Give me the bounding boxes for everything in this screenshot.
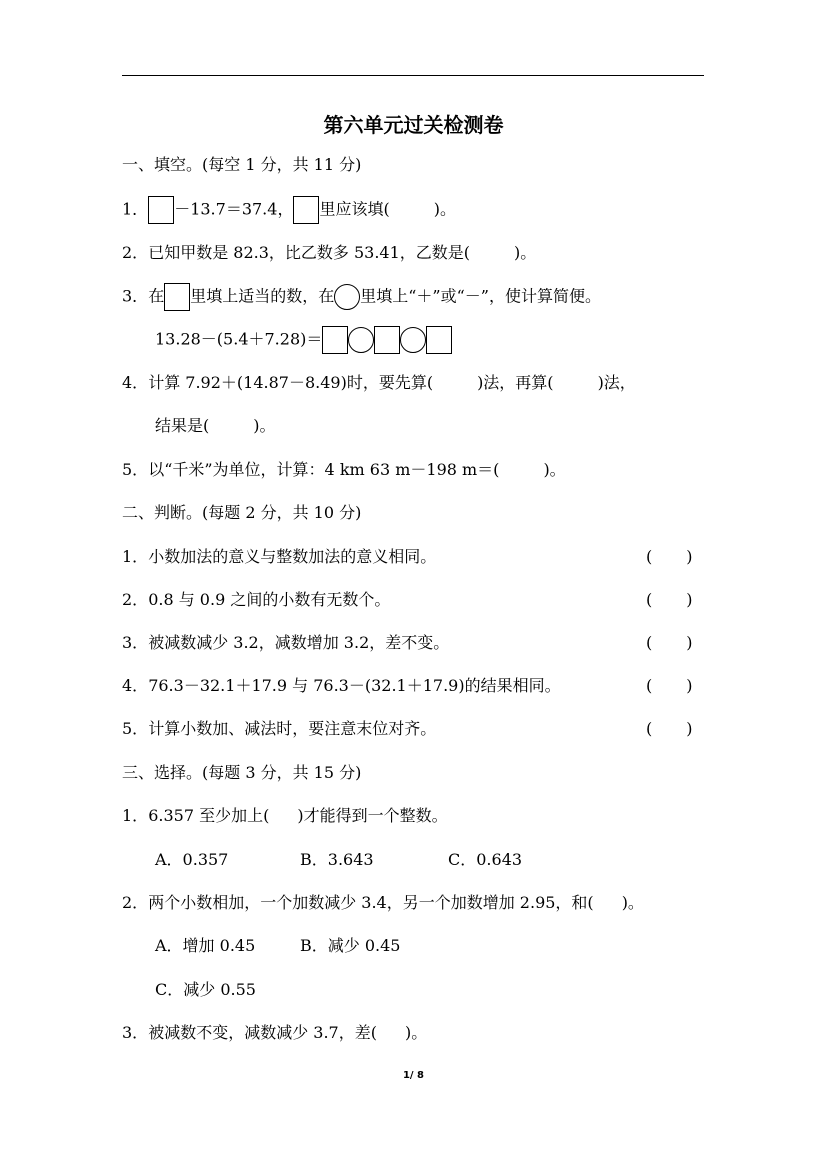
- choice-question-1: 1．6.357 至少加上( )才能得到一个整数。: [122, 806, 448, 825]
- section1-heading: 一、填空。(每空 1 分，共 11 分): [122, 155, 362, 174]
- question-number: 1．: [122, 199, 149, 219]
- question-number: 2．: [122, 243, 149, 262]
- option-b[interactable]: B．3.643: [300, 850, 374, 869]
- option-c[interactable]: C．0.643: [448, 850, 523, 869]
- choice-question-1-options: [155, 847, 522, 873]
- judge-answer-paren[interactable]: ( ): [646, 676, 693, 695]
- fill-question-2: 2．已知甲数是 82.3，比乙数多 53.41，乙数是( )。: [122, 243, 537, 262]
- judge-answer-paren[interactable]: ( ): [646, 590, 693, 609]
- judge-question-4: 4．76.3－32.1＋17.9 与 76.3－(32.1＋17.9)的结果相同。: [122, 676, 561, 695]
- answer-circle[interactable]: [348, 327, 374, 353]
- answer-box[interactable]: [374, 326, 400, 354]
- answer-box[interactable]: [322, 326, 348, 354]
- answer-box[interactable]: [426, 326, 452, 354]
- option-a[interactable]: A．增加 0.45: [155, 936, 256, 955]
- fill-question-4-cont: 结果是( )。: [155, 416, 276, 435]
- fill-question-3: 3．在 里填上适当的数，在 里填上“＋”或“－”，使计算简便。: [122, 283, 601, 311]
- judge-answer-paren[interactable]: ( ): [646, 719, 693, 738]
- choice-question-3: 3．被减数不变，减数减少 3.7，差( )。: [122, 1023, 428, 1042]
- circle-symbol: [334, 284, 360, 310]
- choice-question-2-options-cont: [155, 977, 256, 1003]
- answer-box-ref: [293, 196, 319, 224]
- answer-box[interactable]: [148, 196, 174, 224]
- judge-answer-paren[interactable]: ( ): [646, 633, 693, 652]
- answer-circle[interactable]: [400, 327, 426, 353]
- fill-question-1: 1． －13.7＝37.4， 里应该填( )。: [122, 196, 456, 224]
- choice-question-2: 2．两个小数相加，一个加数减少 3.4，另一个加数增加 2.95，和( )。: [122, 893, 644, 912]
- question-number: 1．: [122, 806, 149, 825]
- header-rule: [122, 75, 704, 76]
- option-b[interactable]: B．减少 0.45: [300, 936, 401, 955]
- option-c[interactable]: C．减少 0.55: [155, 980, 256, 999]
- fill-question-4: 4．计算 7.92＋(14.87－8.49)时，要先算( )法，再算( )法，: [122, 373, 636, 392]
- question-number: 4．: [122, 373, 149, 392]
- judge-answer-paren[interactable]: ( ): [646, 547, 693, 566]
- question-number: 5．: [122, 460, 149, 479]
- section3-heading: 三、选择。(每题 3 分，共 15 分): [122, 763, 362, 782]
- judge-question-1: 1．小数加法的意义与整数加法的意义相同。: [122, 547, 437, 566]
- fill-question-3-expression: 13.28－(5.4＋7.28)＝: [155, 326, 452, 354]
- judge-question-2: 2．0.8 与 0.9 之间的小数有无数个。: [122, 590, 391, 609]
- fill-question-5: 5．以“千米”为单位，计算：4 km 63 m－198 m＝( )。: [122, 460, 566, 479]
- judge-question-3: 3．被减数减少 3.2，减数增加 3.2，差不变。: [122, 633, 450, 652]
- question-number: 3．: [122, 286, 149, 306]
- page-title: 第六单元过关检测卷: [323, 113, 504, 137]
- box-symbol: [164, 283, 190, 311]
- choice-question-2-options: [155, 933, 400, 959]
- section2-heading: 二、判断。(每题 2 分，共 10 分): [122, 503, 362, 522]
- question-number: 2．: [122, 893, 149, 912]
- page-number: 1/ 8: [402, 1070, 425, 1081]
- judge-question-5: 5．计算小数加、减法时，要注意末位对齐。: [122, 719, 437, 738]
- question-number: 3．: [122, 1023, 149, 1042]
- option-a[interactable]: A．0.357: [155, 850, 229, 869]
